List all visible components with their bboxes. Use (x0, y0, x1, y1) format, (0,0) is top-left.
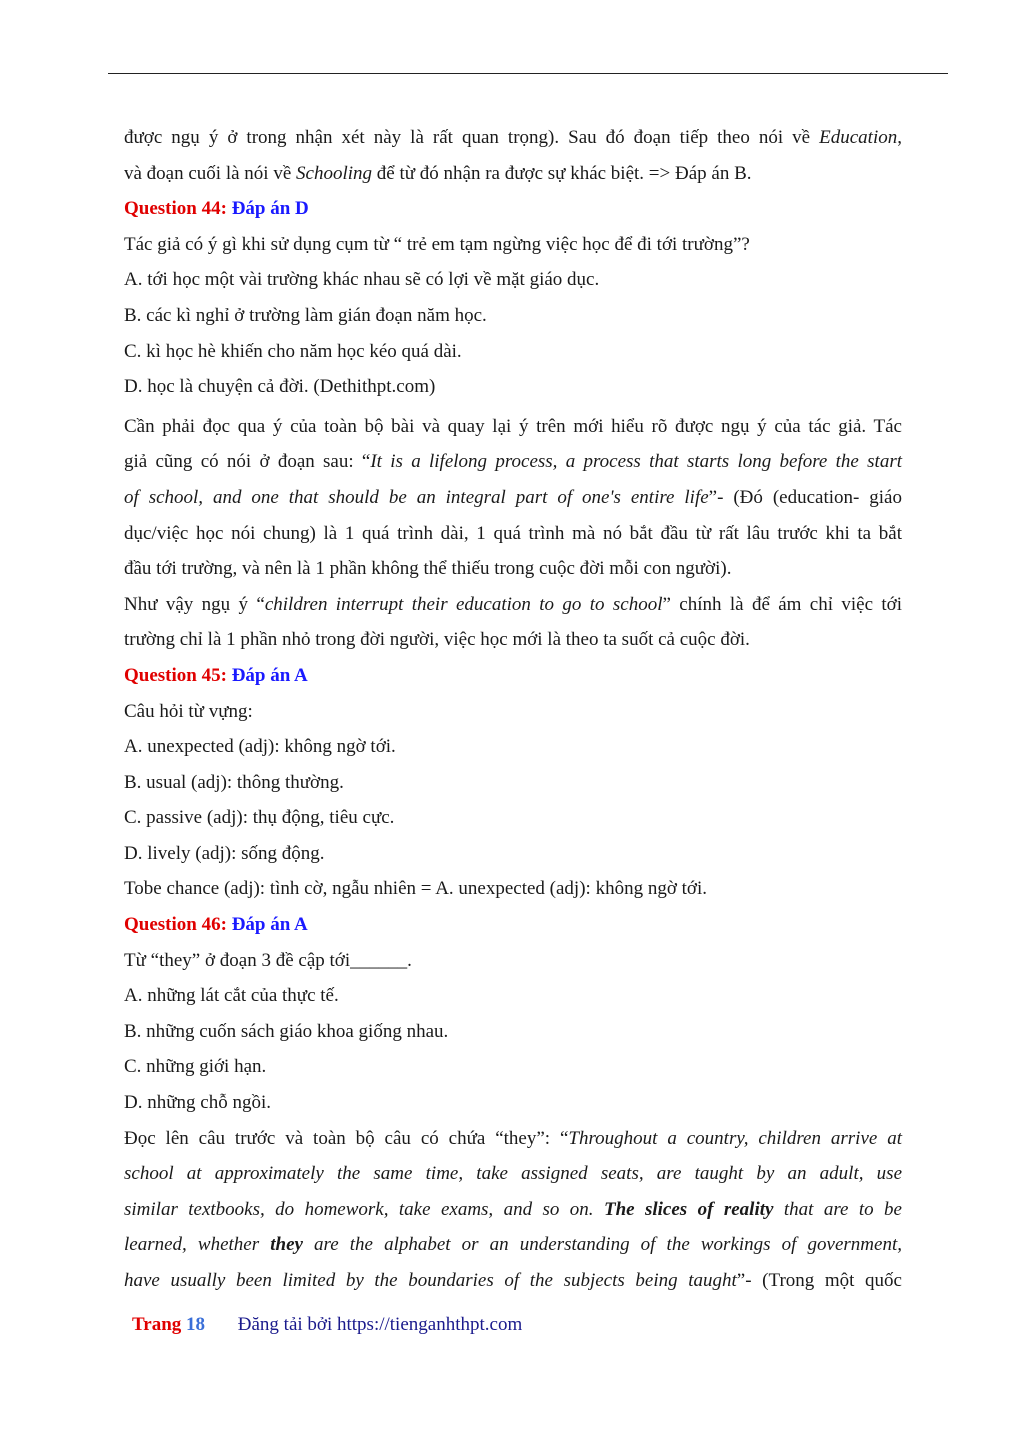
question-46-explanation-4: learned, whether they are the alphabet or an understanding of the workings of government, (124, 1234, 902, 1256)
question-46-explanation-2: school at approximately the same time, take assigned seats, are taught by an adult, use (124, 1163, 902, 1185)
intro-line-2: và đoạn cuối là nói về Schooling để từ đó nhận ra được sự khác biệt. => Đáp án B. (124, 162, 752, 184)
question-46-explanation-3: similar textbooks, do homework, take exams, and so on. The slices of reality that are to be (124, 1198, 902, 1220)
question-44-explanation-4: dục/việc học nói chung) là 1 quá trình dài, 1 quá trình mà nó bắt đầu từ rất lâu trước khi ta bắt (124, 522, 902, 544)
question-44-explanation-1: Cần phải đọc qua ý của toàn bộ bài và quay lại ý trên mới hiểu rõ được ngụ ý của tác giả. Tác (124, 415, 902, 437)
question-44-option-a: A. tới học một vài trường khác nhau sẽ có lợi về mặt giáo dục. (124, 269, 600, 291)
question-45-option-b: B. usual (adj): thông thường. (124, 771, 344, 793)
question-46-explanation-1: Đọc lên câu trước và toàn bộ câu có chứa “they”: “Throughout a country, children arrive at (124, 1127, 902, 1149)
question-44-explanation-3: of school, and one that should be an integral part of one's entire life”- (Đó (education- giáo (124, 486, 902, 508)
question-45-option-d: D. lively (adj): sống động. (124, 842, 325, 864)
question-45-option-a: A. unexpected (adj): không ngờ tới. (124, 736, 396, 758)
question-46-option-c: C. những giới hạn. (124, 1056, 267, 1078)
page-footer (132, 1314, 522, 1336)
question-46-option-d: D. những chỗ ngồi. (124, 1092, 271, 1114)
footer-page-label: Trang (132, 1314, 182, 1335)
question-45-option-c: C. passive (adj): thụ động, tiêu cực. (124, 807, 395, 829)
question-44-explanation-7: trường chỉ là 1 phần nhỏ trong đời người, việc học mới là theo ta suốt cả cuộc đời. (124, 629, 750, 651)
question-46-option-a: A. những lát cắt của thực tế. (124, 985, 339, 1007)
question-46-option-b: B. những cuốn sách giáo khoa giống nhau. (124, 1020, 449, 1042)
question-44-heading: Question 44: Đáp án D (124, 198, 309, 220)
question-44-prompt: Tác giả có ý gì khi sử dụng cụm từ “ trẻ em tạm ngừng việc học để đi tới trường”? (124, 233, 750, 255)
question-44-explanation-2: giả cũng có nói ở đoạn sau: “It is a lifelong process, a process that starts long before the start (124, 451, 902, 473)
question-44-explanation-6: Như vậy ngụ ý “children interrupt their education to go to school” chính là để ám chỉ việc tới (124, 593, 902, 615)
footer-page-number: 18 (186, 1314, 206, 1335)
intro-line-1: được ngụ ý ở trong nhận xét này là rất quan trọng). Sau đó đoạn tiếp theo nói về Education, (124, 127, 902, 148)
page-body (124, 120, 902, 1299)
footer-posted-by: Đăng tải bởi https://tienganhthpt.com (237, 1314, 523, 1335)
question-45-note: Tobe chance (adj): tình cờ, ngẫu nhiên = A. unexpected (adj): không ngờ tới. (124, 878, 707, 900)
question-46-explanation-5: have usually been limited by the boundaries of the subjects being taught”- (Trong một quốc (124, 1270, 902, 1291)
question-45-prompt: Câu hỏi từ vựng: (124, 700, 253, 722)
question-44-option-c: C. kì học hè khiến cho năm học kéo quá dài. (124, 340, 462, 362)
question-44-option-d: D. học là chuyện cả đời. (Dethithpt.com) (124, 376, 436, 398)
question-44-explanation-5: đầu tới trường, và nên là 1 phần không thể thiếu trong cuộc đời mỗi con người). (124, 558, 732, 580)
question-45-heading: Question 45: Đáp án A (124, 664, 308, 686)
header-rule (108, 73, 948, 74)
question-46-prompt: Từ “they” ở đoạn 3 đề cập tới______. (124, 949, 412, 971)
question-44-option-b: B. các kì nghỉ ở trường làm gián đoạn năm học. (124, 304, 487, 326)
question-46-heading: Question 46: Đáp án A (124, 914, 308, 936)
